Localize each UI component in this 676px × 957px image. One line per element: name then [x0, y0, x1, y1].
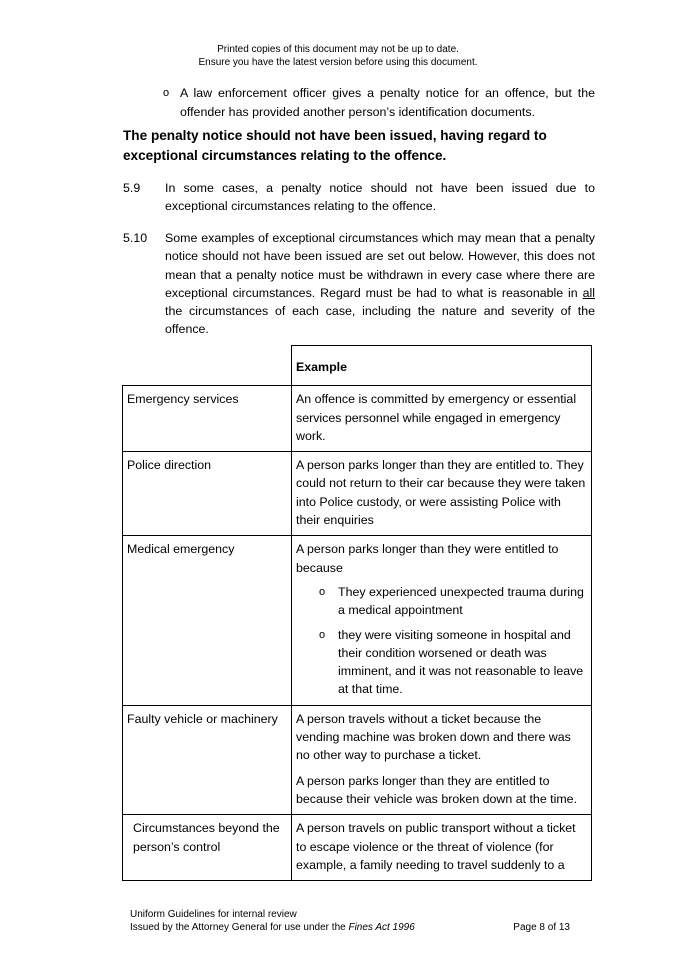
table-header-row — [123, 346, 592, 386]
bullet-mark: o — [319, 628, 326, 641]
paragraph-text: In some cases, a penalty notice should not have been issued due to exceptional circumstances relating to the offence. — [165, 181, 595, 214]
header-empty-cell — [123, 346, 292, 386]
page-footer — [130, 908, 570, 934]
paragraph-number: 5.10 — [123, 231, 148, 245]
category-text: Circumstances beyond the person’s control — [133, 821, 280, 854]
bullet-mark: o — [319, 585, 326, 598]
page-header — [0, 43, 676, 69]
bullet-text: A law enforcement officer gives a penalty notice for an offence, but the offender has provided another person’s identification documents. — [180, 86, 595, 119]
underlined-word: all — [582, 285, 595, 300]
example-cell: An offence is committed by emergency or essential services personnel while engaged in emergency work. — [292, 386, 592, 452]
example-sub-bullet — [316, 583, 587, 620]
sub-bullet-text: They experienced unexpected trauma during a medical appointment — [338, 584, 584, 618]
paragraph-text-after: the circumstances of each case, including the nature and severity of the offence. — [165, 304, 595, 337]
bullet-mark: o — [163, 87, 170, 99]
paragraph-5-9 — [123, 179, 595, 216]
category-cell: Emergency services — [123, 386, 292, 452]
footer-line-1: Uniform Guidelines for internal review — [130, 909, 297, 920]
example-sub-bullet — [316, 626, 587, 699]
category-cell: Police direction — [123, 452, 292, 536]
footer-act-name: Fines Act 1996 — [348, 922, 415, 933]
example-cell: A person travels on public transport without a ticket to escape violence or the threat of violence (for example, a family needing to travel suddenly to a — [292, 815, 592, 881]
example-cell: A person parks longer than they are entitled to. They could not return to their car because they were taken into Police custody, or were assisting Police with their enquiries — [292, 452, 592, 536]
example-text: A person parks longer than they were entitled to because — [296, 542, 559, 575]
table-row — [123, 386, 592, 452]
header-line-1: Printed copies of this document may not be up to date. — [217, 44, 459, 55]
example-cell — [292, 705, 592, 814]
page-number: Page 8 of 13 — [513, 922, 570, 933]
table-row — [123, 815, 592, 881]
footer-issued-text: Issued by the Attorney General for use under the — [130, 922, 349, 933]
top-bullet-item — [163, 84, 595, 121]
table-row — [123, 705, 592, 814]
header-line-2: Ensure you have the latest version before using this document. — [198, 57, 478, 68]
paragraph-text — [165, 229, 595, 339]
section-heading: The penalty notice should not have been issued, having regard to exceptional circumstances relating to the offence. — [123, 128, 547, 163]
category-cell: Medical emergency — [123, 536, 292, 705]
category-cell — [123, 815, 292, 881]
header-example-cell: Example — [292, 346, 592, 386]
sub-bullet-text: they were visiting someone in hospital and their condition worsened or death was imminent, and it was not reasonable to leave at that time. — [338, 627, 584, 697]
category-cell: Faulty vehicle or machinery — [123, 705, 292, 814]
example-text: A person travels without a ticket because the vending machine was broken down and there was no other way to purchase a ticket. — [296, 711, 571, 763]
example-cell — [292, 536, 592, 705]
example-text-2: A person parks longer than they are entitled to because their vehicle was broken down at the time. — [296, 773, 578, 806]
paragraph-5-10 — [123, 229, 595, 339]
paragraph-number: 5.9 — [123, 181, 141, 195]
footer-line-2 — [130, 921, 570, 934]
table-row — [123, 536, 592, 705]
table-row — [123, 452, 592, 536]
paragraph-text-before: Some examples of exceptional circumstances which may mean that a penalty notice should not have been issued are set out below. However, this does not mean that a penalty notice must be withdrawn in every case where there are exceptional circumstances. Regard must be had to what is reasonable in — [165, 231, 595, 300]
exceptional-circumstances-table — [122, 345, 592, 881]
